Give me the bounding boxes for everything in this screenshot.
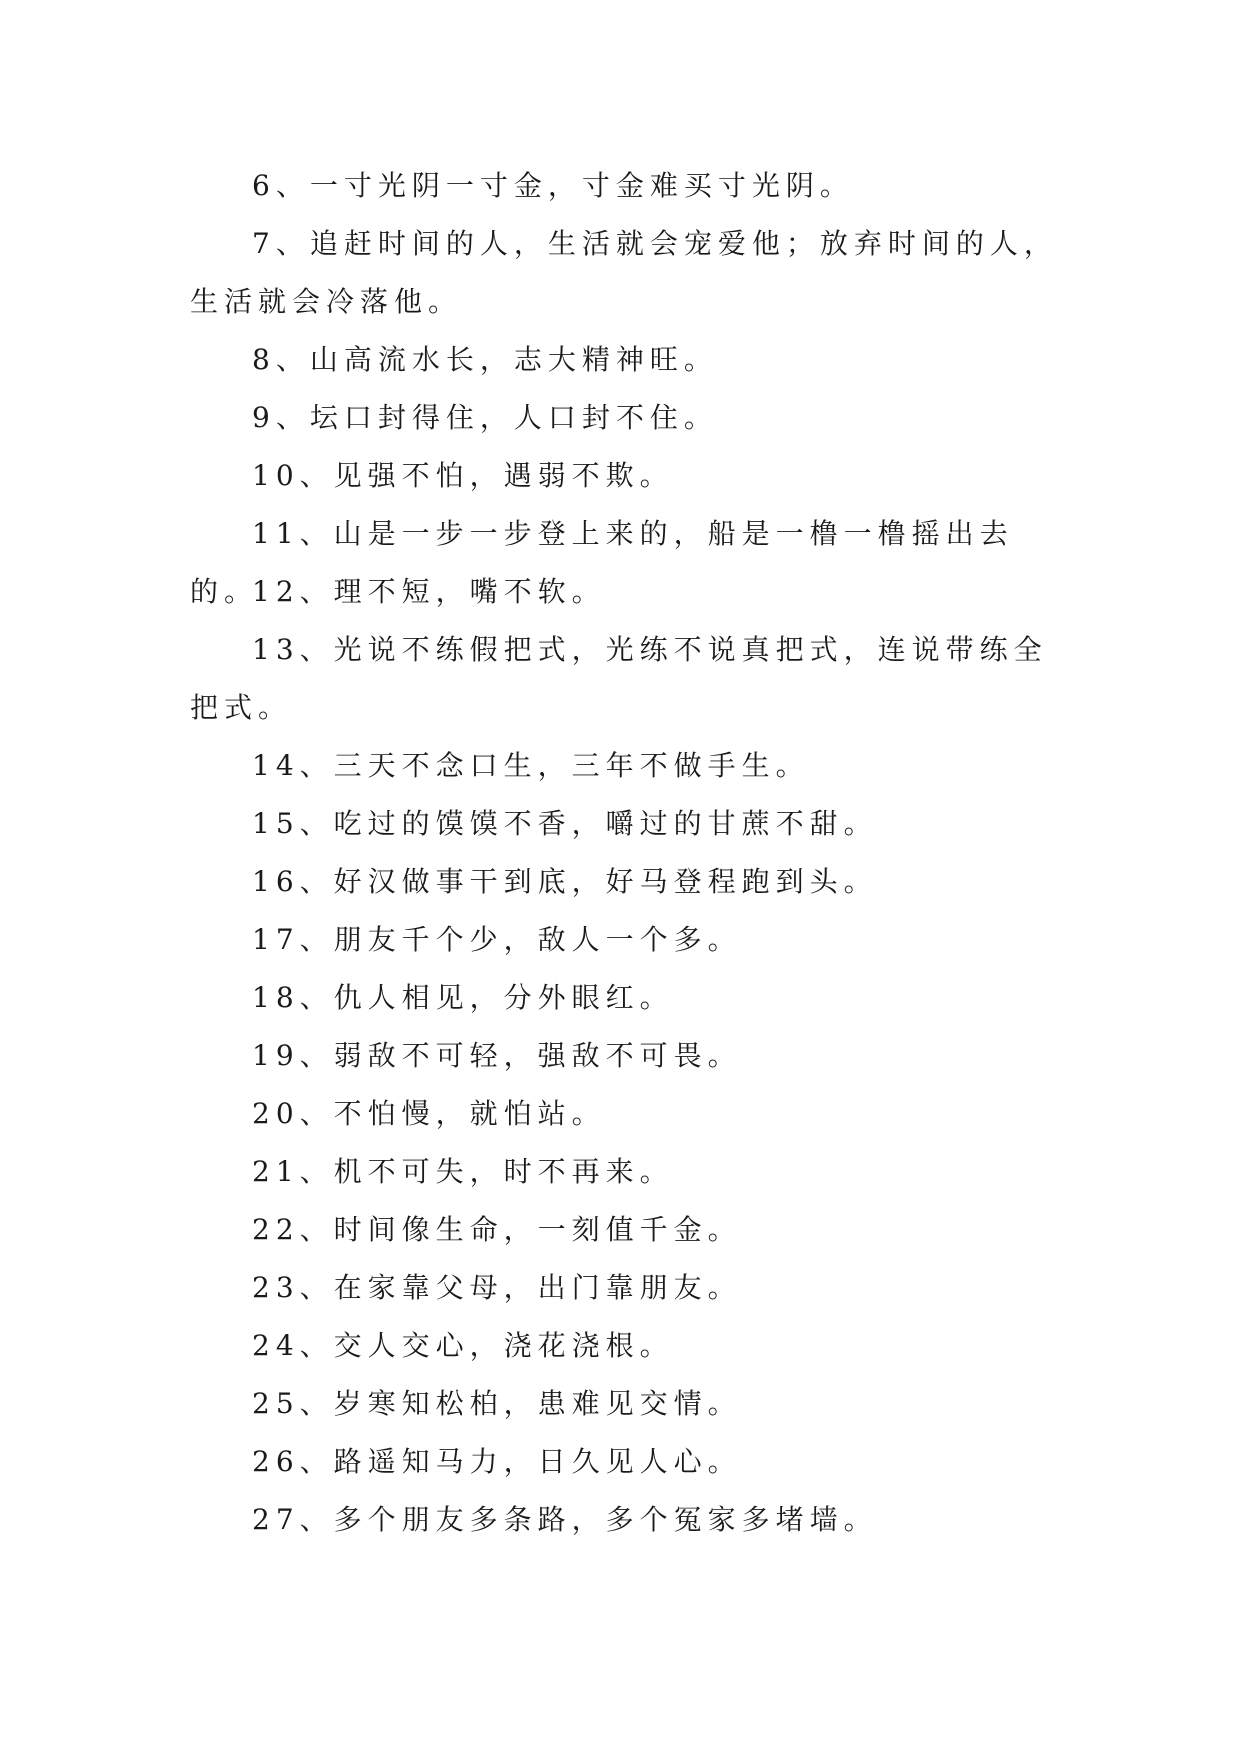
list-item: 13、光说不练假把式，光练不说真把式，连说带练全把式。 [190, 633, 1048, 724]
list-item: 12、理不短，嘴不软。 [252, 575, 606, 608]
list-item: 16、好汉做事干到底，好马登程跑到头。 [252, 865, 878, 898]
list-item: 10、见强不怕，遇弱不欺。 [252, 459, 674, 492]
list-item: 11、山是一步一步登上来的，船是一橹一橹摇出去的。 [190, 517, 1014, 608]
list-item: 15、吃过的馍馍不香，嚼过的甘蔗不甜。 [252, 807, 878, 840]
list-item: 22、时间像生命，一刻值千金。 [252, 1213, 742, 1246]
list-item: 18、仇人相见，分外眼红。 [252, 981, 674, 1014]
list-item: 24、交人交心，浇花浇根。 [252, 1329, 674, 1362]
list-item: 14、三天不念口生，三年不做手生。 [252, 749, 810, 782]
list-item: 20、不怕慢，就怕站。 [252, 1097, 606, 1130]
list-item: 8、山高流水长，志大精神旺。 [252, 343, 718, 376]
list-item: 21、机不可失，时不再来。 [252, 1155, 674, 1188]
list-item: 26、路遥知马力，日久见人心。 [252, 1445, 742, 1478]
list-item: 17、朋友千个少，敌人一个多。 [252, 923, 742, 956]
list-item: 6、一寸光阴一寸金，寸金难买寸光阴。 [252, 169, 854, 202]
list-item: 7、追赶时间的人，生活就会宠爱他；放弃时间的人，生活就会冷落他。 [190, 227, 1058, 318]
list-item: 27、多个朋友多条路，多个冤家多堵墙。 [252, 1503, 878, 1536]
list-item: 19、弱敌不可轻，强敌不可畏。 [252, 1039, 742, 1072]
list-item: 9、坛口封得住，人口封不住。 [252, 401, 718, 434]
list-item: 23、在家靠父母，出门靠朋友。 [252, 1271, 742, 1304]
list-item: 25、岁寒知松柏，患难见交情。 [252, 1387, 742, 1420]
